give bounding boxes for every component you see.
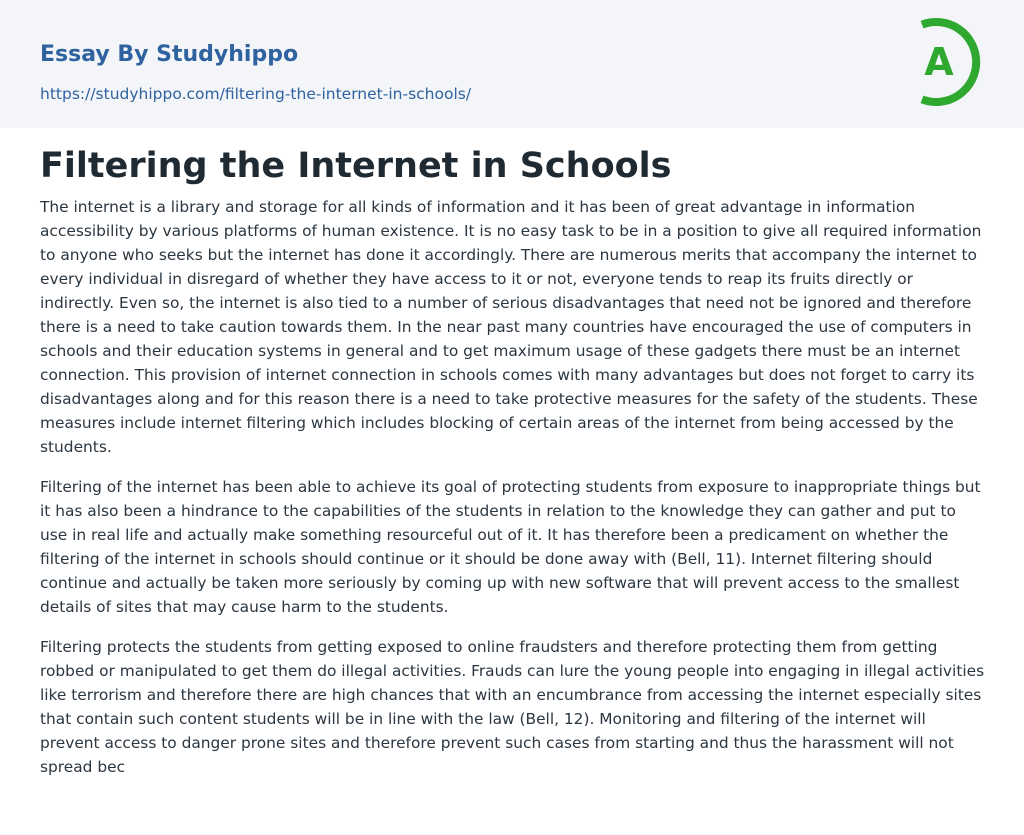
site-header (0, 0, 1024, 128)
logo-letter: A (924, 40, 954, 84)
studyhippo-logo-icon[interactable] (908, 18, 988, 106)
essay-paragraph: Filtering protects the students from getting exposed to online fraudsters and therefore protecting them from getting robbed or manipulated to get them do illegal activities. Frauds can lure the young people into engaging in illegal activities like terrorism and therefore there are high chances that with an encumbrance from accessing the internet especially sites that contain such content students will be in line with the law (Bell, 12). Monitoring and filtering of the internet will prevent access to danger prone sites and therefore prevent such cases from starting and thus the harassment will not spread bec (40, 638, 985, 776)
essay-url-link[interactable]: https://studyhippo.com/filtering-the-internet-in-schools/ (40, 85, 472, 103)
brand-title: Essay By Studyhippo (40, 42, 299, 67)
essay-paragraph: The internet is a library and storage for all kinds of information and it has been of great advantage in information accessibility by various platforms of human existence. It is no easy task to be in a position to give all required information to anyone who seeks but the internet has done it accordingly. There are numerous merits that accompany the internet to every individual in disregard of whether they have access to it or not, everyone tends to reap its fruits directly or indirectly. Even so, the internet is also tied to a number of serious disadvantages that need not be ignored and therefore there is a need to take caution towards them. In the near past many countries have encouraged the use of computers in schools and their education systems in general and to get maximum usage of these gadgets there must be an internet connection. This provision of internet connection in schools comes with many advantages but does not forget to carry its disadvantages along and for this reason there is a need to take protective measures for the safety of the students. These measures include internet filtering which includes blocking of certain areas of the internet from being accessed by the students. (40, 198, 982, 456)
essay-paragraph: Filtering of the internet has been able to achieve its goal of protecting students from exposure to inappropriate things but it has also been a hindrance to the capabilities of the students in relation to the knowledge they can gather and put to use in real life and actually make something resourceful out of it. It has therefore been a predicament on whether the filtering of the internet in schools should continue or it should be done away with (Bell, 11). Internet filtering should continue and actually be taken more seriously by coming up with new software that will prevent access to the smallest details of sites that may cause harm to the students. (40, 478, 981, 616)
page-title: Filtering the Internet in Schools (40, 146, 672, 186)
essay-body (40, 195, 986, 795)
